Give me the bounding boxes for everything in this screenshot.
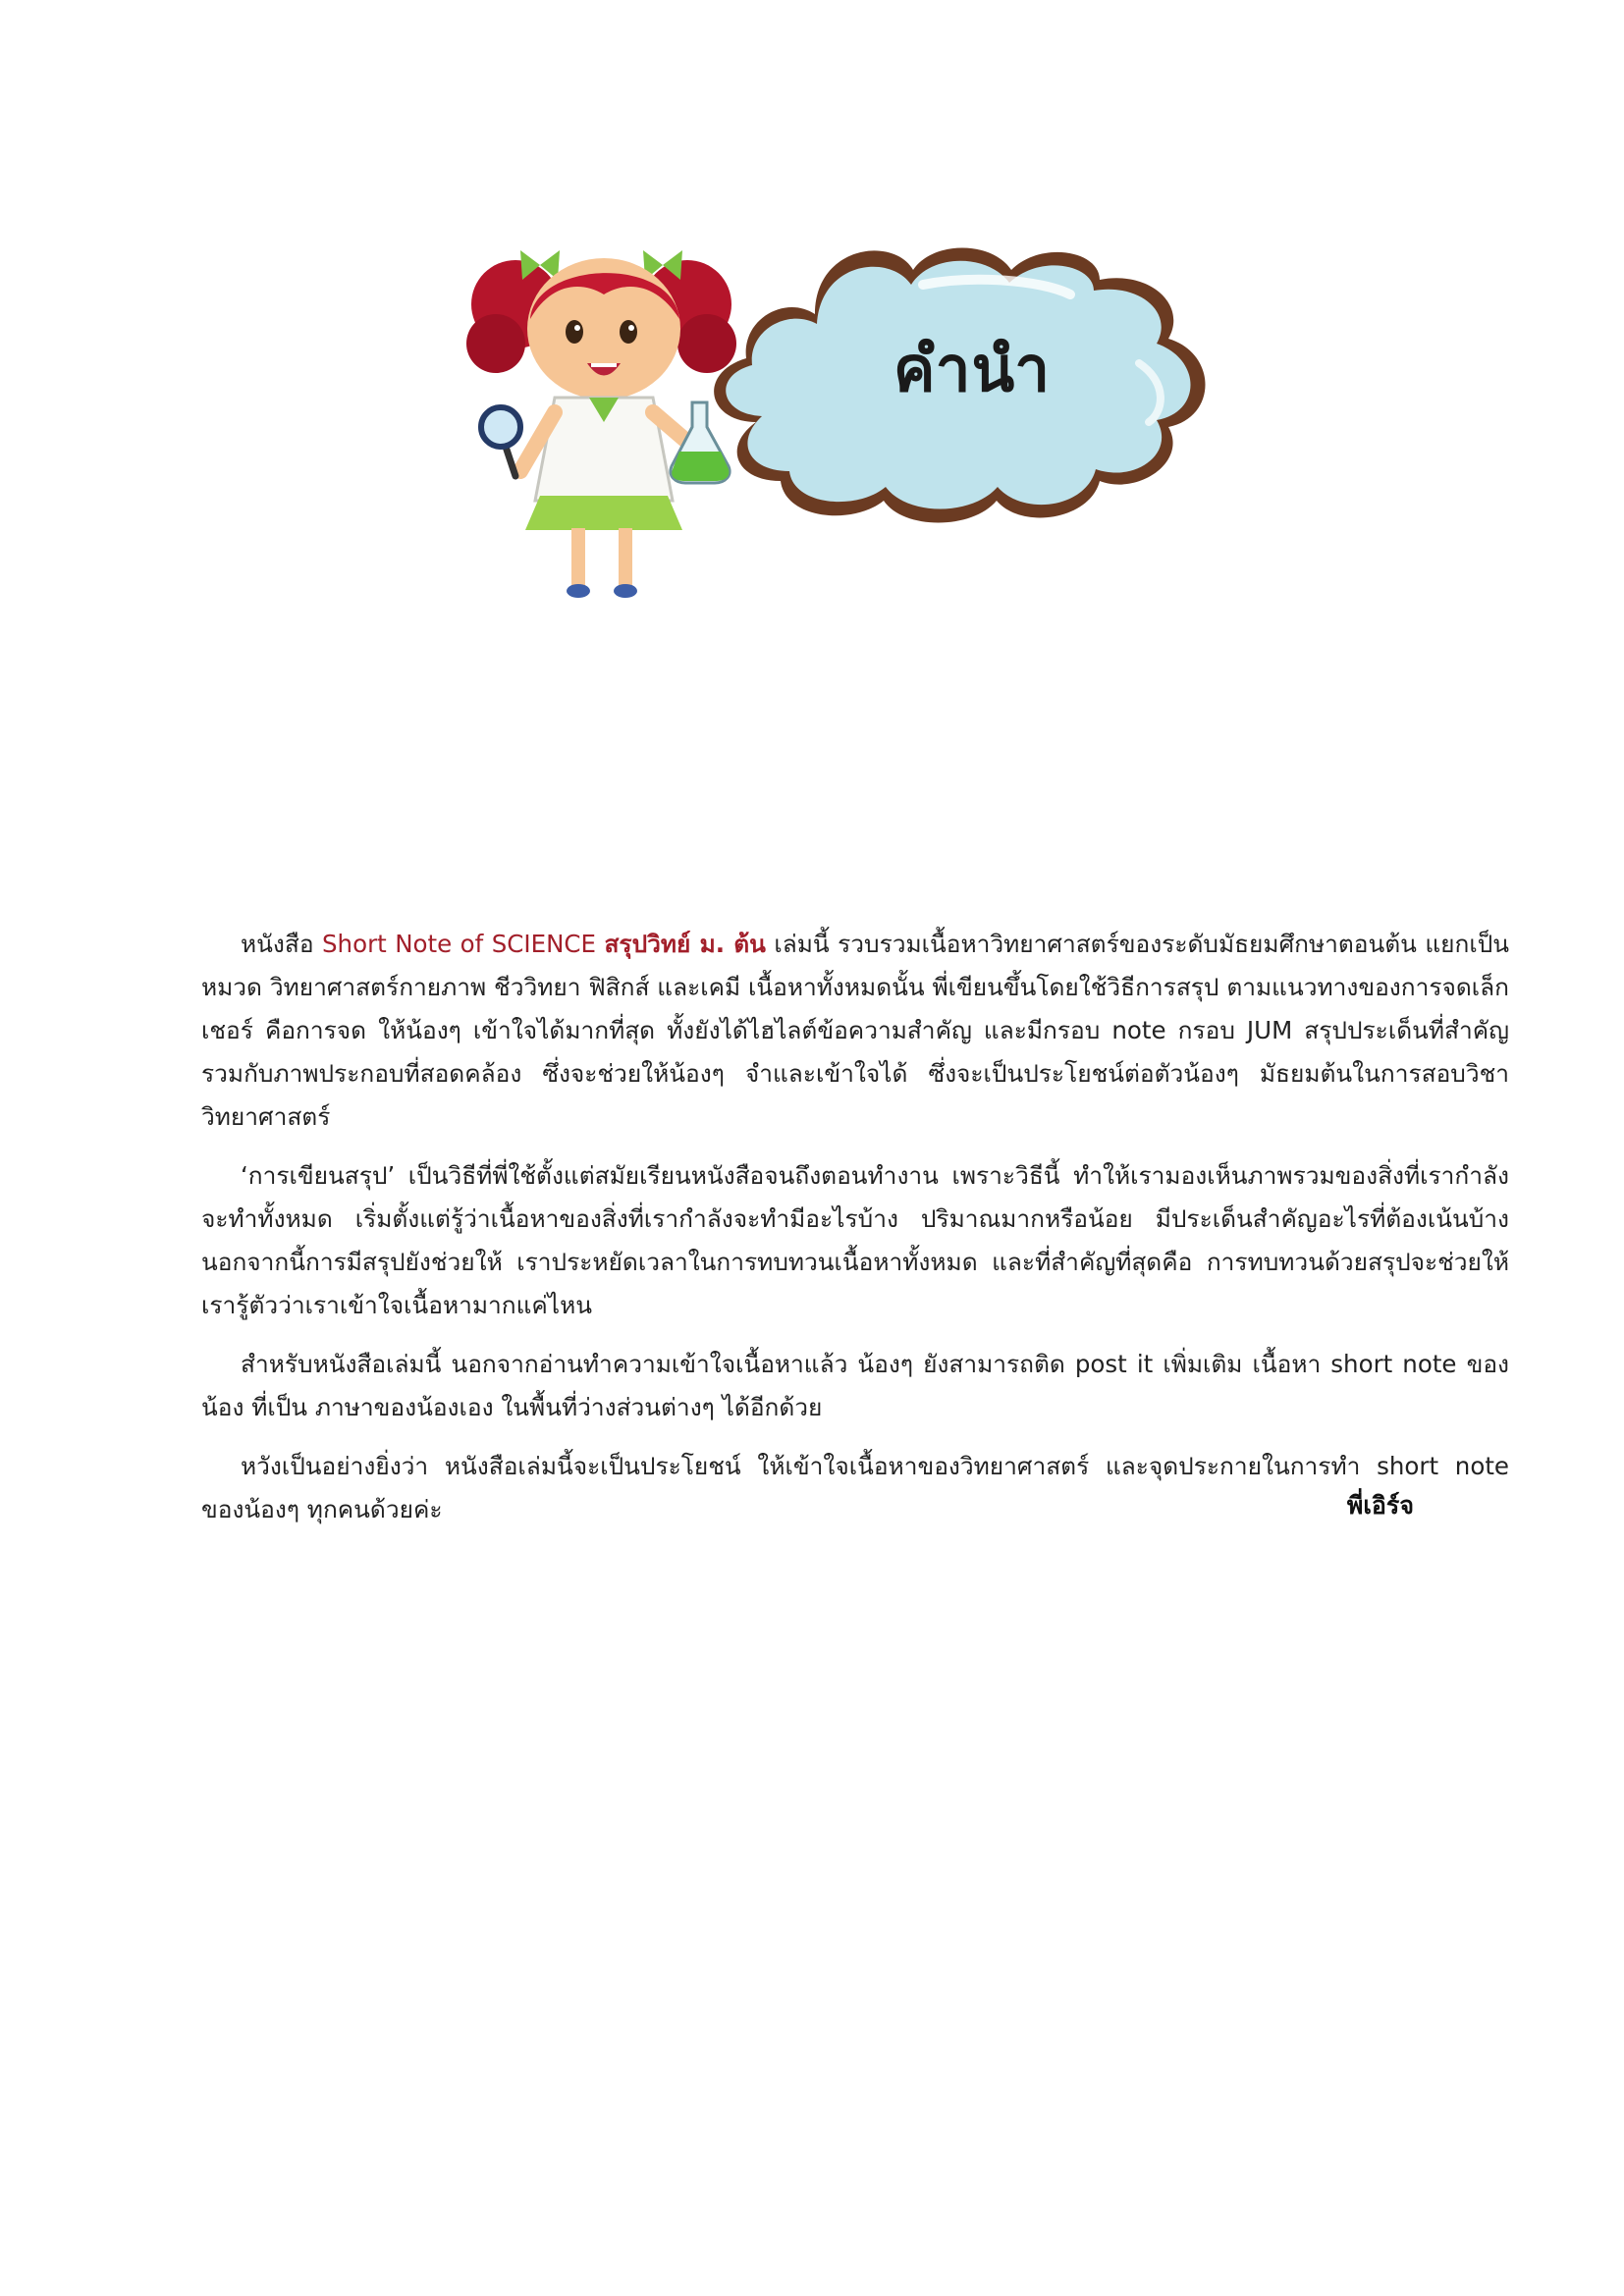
author-signature: พี่เอิร์จ bbox=[1346, 1491, 1414, 1520]
header-illustration bbox=[461, 226, 1247, 677]
paragraph-2: ‘การเขียนสรุป’ เป็นวิธีที่พี่ใช้ตั้งแต่สมัยเรียนหนังสือจนถึงตอนทำงาน เพราะวิธีนี้ ทำให้เรามองเห็นภาพรวมของสิ่งที่เรากำลังจะทำทั้งหมด เริ่มตั้งแต่รู้ว่าเนื้อหาของสิ่งที่เรากำลังจะทำมีอะไรบ้าง ปริมาณมากหรือน้อย มีประเด็นสำคัญอะไรที่ต้องเน้นบ้าง นอกจากนี้การมีสรุปยังช่วยให้ เราประหยัดเวลาในการทบทวนเนื้อหาทั้งหมด และที่สำคัญที่สุดคือ การทบทวนด้วยสรุปจะช่วยให้เรารู้ตัวว่าเราเข้าใจเนื้อหามากแค่ไหน bbox=[201, 1161, 1509, 1319]
paragraph-1-lead: หนังสือ bbox=[241, 930, 322, 958]
magnifying-glass-icon bbox=[481, 407, 520, 476]
paragraph-1 bbox=[201, 923, 1509, 1139]
book-title-english: Short Note of SCIENCE bbox=[322, 930, 605, 958]
paragraph-4: หวังเป็นอย่างยิ่งว่า หนังสือเล่มนี้จะเป็นประโยชน์ ให้เข้าใจเนื้อหาของวิทยาศาสตร์ และจุดประกายในการทำ short note ของน้องๆ ทุกคนด้วยค่ะ bbox=[201, 1452, 1509, 1523]
paragraph-1-text: เล่มนี้ รวบรวมเนื้อหาวิทยาศาสตร์ของระดับมัธยมศึกษาตอนต้น แยกเป็นหมวด วิทยาศาสตร์กายภาพ ชีววิทยา ฟิสิกส์ และเคมี เนื้อหาทั้งหมดนั้น พี่เขียนขึ้นโดยใช้วิธีการสรุป ตามแนวทางของการจดเล็กเชอร์ คือการจด ให้น้องๆ เข้าใจได้มากที่สุด ทั้งยังได้ไฮไลต์ข้อความสำคัญ และมีกรอบ note กรอบ JUM สรุปประเด็นที่สำคัญ รวมกับภาพประกอบที่สอดคล้อง ซึ่งจะช่วยให้น้องๆ จำและเข้าใจได้ ซึ่งจะเป็นประโยชน์ต่อตัวน้องๆ มัธยมต้นในการสอบวิชาวิทยาศาสตร์ bbox=[201, 930, 1510, 1131]
preface-body bbox=[201, 923, 1509, 1547]
paragraph-3: สำหรับหนังสือเล่มนี้ นอกจากอ่านทำความเข้าใจเนื้อหาแล้ว น้องๆ ยังสามารถติด post it เพิ่มเติม เนื้อหา short note ของน้อง ที่เป็น ภาษาของน้องเอง ในพื้นที่ว่างส่วนต่างๆ ได้อีกด้วย bbox=[201, 1350, 1509, 1421]
page-title: คำนำ bbox=[893, 334, 1052, 406]
book-title-thai: สรุปวิทย์ ม. ต้น bbox=[604, 930, 766, 958]
